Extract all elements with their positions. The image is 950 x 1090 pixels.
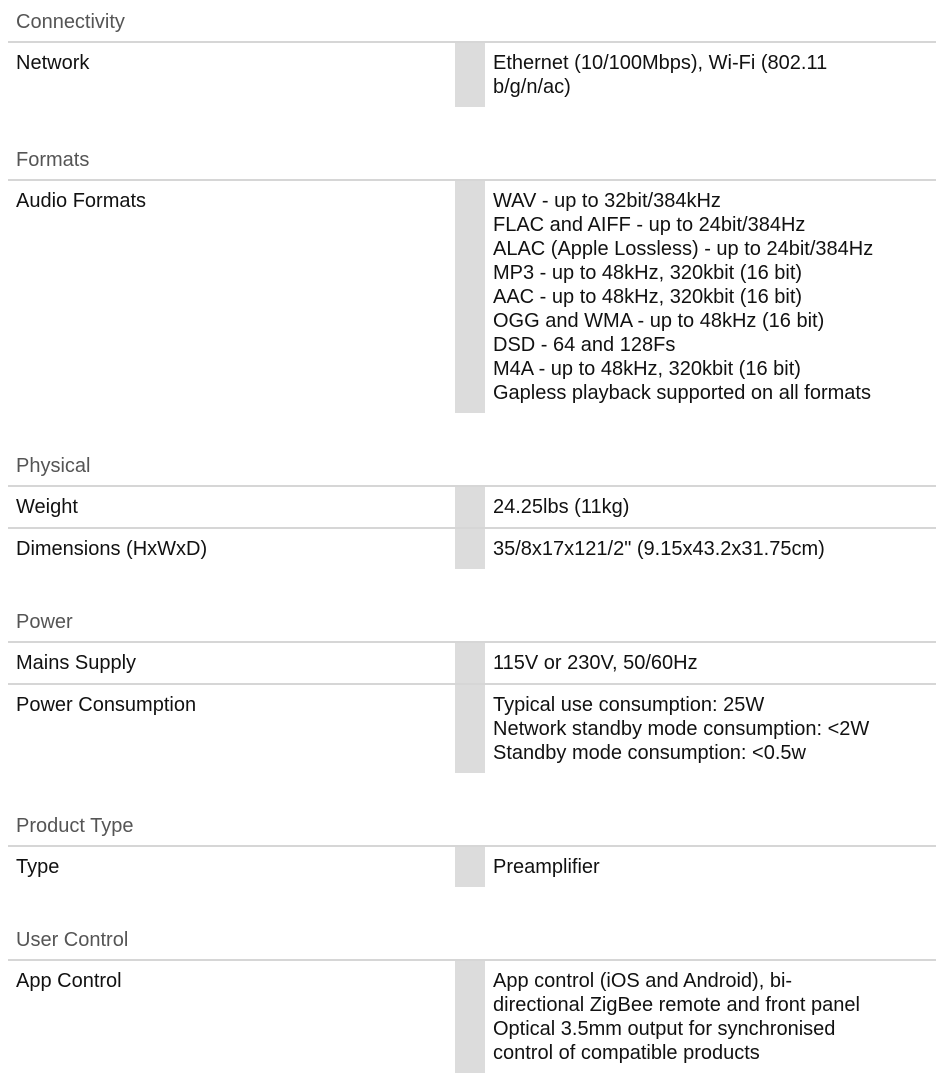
value-line: directional ZigBee remote and front panel [493, 994, 860, 1016]
value-line: 24.25lbs (11kg) [493, 496, 630, 518]
row-divider-bar [455, 643, 485, 683]
value-line: 115V or 230V, 50/60Hz [493, 652, 698, 674]
section-product-type [8, 804, 936, 887]
section-title: Connectivity [8, 0, 936, 43]
spec-label: Network [16, 52, 90, 74]
spec-label: Dimensions (HxWxD) [16, 538, 208, 560]
section-title: Power [8, 600, 936, 643]
section-title: Physical [8, 444, 936, 487]
spec-value [485, 487, 936, 527]
value-line: ALAC (Apple Lossless) - up to 24bit/384Hz [493, 238, 874, 260]
value-line: b/g/n/ac) [493, 76, 571, 98]
section-title: Product Type [8, 804, 936, 847]
value-line: DSD - 64 and 128Fs [493, 334, 676, 356]
spec-row-power-consumption [8, 685, 936, 773]
spec-row-mains-supply [8, 643, 936, 685]
value-line: Gapless playback supported on all formats [493, 382, 871, 404]
spec-value [485, 961, 936, 1073]
value-line: MP3 - up to 48kHz, 320kbit (16 bit) [493, 262, 803, 284]
spec-label: App Control [16, 970, 122, 992]
value-line: Typical use consumption: 25W [493, 694, 765, 716]
spec-label: Type [16, 856, 60, 878]
spec-label: Mains Supply [16, 652, 137, 674]
spec-value [485, 685, 936, 773]
value-line: Standby mode consumption: <0.5w [493, 742, 806, 764]
section-formats [8, 138, 936, 413]
section-power [8, 600, 936, 773]
spec-value [485, 529, 936, 569]
spec-row-audio-formats [8, 181, 936, 413]
spec-value [485, 847, 936, 887]
value-line: Preamplifier [493, 856, 600, 878]
value-line: Network standby mode consumption: <2W [493, 718, 870, 740]
spec-value [485, 643, 936, 683]
section-physical [8, 444, 936, 569]
value-line: AAC - up to 48kHz, 320kbit (16 bit) [493, 286, 803, 308]
value-line: Ethernet (10/100Mbps), Wi-Fi (802.11 [493, 52, 828, 74]
value-line: FLAC and AIFF - up to 24bit/384Hz [493, 214, 806, 236]
row-divider-bar [455, 685, 485, 773]
spec-table [8, 0, 936, 1073]
value-line: WAV - up to 32bit/384kHz [493, 190, 721, 212]
spec-value [485, 43, 936, 107]
spec-label: Audio Formats [16, 190, 147, 212]
value-line: OGG and WMA - up to 48kHz (16 bit) [493, 310, 825, 332]
row-divider-bar [455, 181, 485, 413]
spec-row-weight [8, 487, 936, 529]
spec-label: Power Consumption [16, 694, 197, 716]
row-divider-bar [455, 847, 485, 887]
spec-value [485, 181, 936, 413]
section-connectivity [8, 0, 936, 107]
section-title: User Control [8, 918, 936, 961]
value-line: M4A - up to 48kHz, 320kbit (16 bit) [493, 358, 801, 380]
row-divider-bar [455, 961, 485, 1073]
value-line: control of compatible products [493, 1042, 760, 1064]
spec-row-type [8, 847, 936, 887]
row-divider-bar [455, 487, 485, 527]
spec-row-dimensions [8, 529, 936, 569]
value-line: Optical 3.5mm output for synchronised [493, 1018, 836, 1040]
value-line: 35/8x17x121/2" (9.15x43.2x31.75cm) [493, 538, 825, 560]
row-divider-bar [455, 43, 485, 107]
section-user-control [8, 918, 936, 1073]
spec-row-network [8, 43, 936, 107]
spec-label: Weight [16, 496, 78, 518]
row-divider-bar [455, 529, 485, 569]
value-line: App control (iOS and Android), bi- [493, 970, 793, 992]
spec-row-app-control [8, 961, 936, 1073]
section-title: Formats [8, 138, 936, 181]
